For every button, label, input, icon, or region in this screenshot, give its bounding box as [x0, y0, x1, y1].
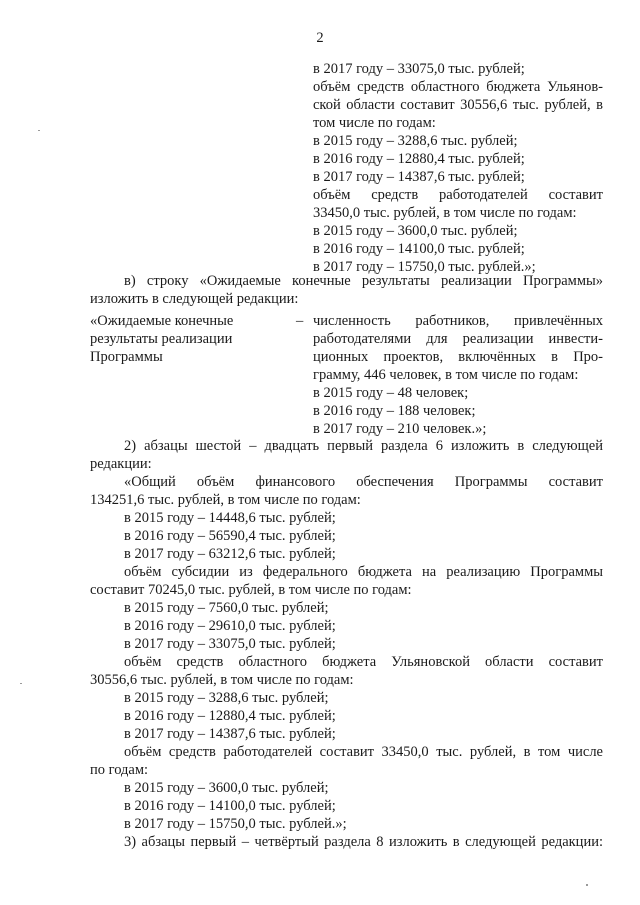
para-v-line-2: изложить в следующей редакции:	[90, 291, 299, 307]
section6-line-15: в 2017 году – 14387,6 тыс. рублей;	[124, 726, 336, 742]
results-label-line-1: «Ожидаемые конечные	[90, 313, 234, 329]
results-label-line-2: результаты реализации	[90, 331, 233, 347]
top-line-3: ской области составит 30556,6 тыс. рублей, в	[313, 97, 603, 113]
section6-line-12: 30556,6 тыс. рублей, в том числе по годам:	[90, 672, 354, 688]
section6-line-19: в 2016 году – 14100,0 тыс. рублей;	[124, 798, 336, 814]
top-line-8: объём средств работодателей составит	[313, 187, 603, 203]
top-line-1: в 2017 году – 33075,0 тыс. рублей;	[313, 61, 525, 77]
scan-speck	[20, 683, 22, 684]
section6-line-8: в 2015 году – 7560,0 тыс. рублей;	[124, 600, 329, 616]
results-value-line-1: численность работников, привлечённых	[313, 313, 603, 329]
section6-line-17: по годам:	[90, 762, 149, 778]
top-line-6: в 2016 году – 12880,4 тыс. рублей;	[313, 151, 525, 167]
section6-line-6: объём субсидии из федерального бюджета на реализацию Программы	[124, 564, 603, 580]
section6-line-13: в 2015 году – 3288,6 тыс. рублей;	[124, 690, 329, 706]
scan-speck	[38, 130, 40, 131]
top-line-12: в 2017 году – 15750,0 тыс. рублей.»;	[313, 259, 536, 275]
results-dash: –	[296, 313, 304, 329]
para-2-line-2: редакции:	[90, 456, 152, 472]
results-value-line-5: в 2015 году – 48 человек;	[313, 385, 469, 401]
section6-line-2: 134251,6 тыс. рублей, в том числе по годам:	[90, 492, 361, 508]
results-label-line-3: Программы	[90, 349, 163, 365]
results-value-line-7: в 2017 году – 210 человек.»;	[313, 421, 487, 437]
section6-line-4: в 2016 году – 56590,4 тыс. рублей;	[124, 528, 336, 544]
top-line-5: в 2015 году – 3288,6 тыс. рублей;	[313, 133, 518, 149]
top-line-2: объём средств областного бюджета Ульянов-	[313, 79, 603, 95]
page-number: 2	[316, 30, 324, 46]
scan-speck	[586, 884, 588, 886]
section6-line-10: в 2017 году – 33075,0 тыс. рублей;	[124, 636, 336, 652]
top-line-4: том числе по годам:	[313, 115, 436, 131]
para-3-line: 3) абзацы первый – четвёртый раздела 8 изложить в следующей редакции:	[124, 834, 603, 850]
top-line-7: в 2017 году – 14387,6 тыс. рублей;	[313, 169, 525, 185]
section6-line-1: «Общий объём финансового обеспечения Программы составит	[124, 474, 603, 490]
section6-line-5: в 2017 году – 63212,6 тыс. рублей;	[124, 546, 336, 562]
section6-line-18: в 2015 году – 3600,0 тыс. рублей;	[124, 780, 329, 796]
results-value-line-3: ционных проектов, включённых в Про-	[313, 349, 603, 365]
section6-line-3: в 2015 году – 14448,6 тыс. рублей;	[124, 510, 336, 526]
top-line-9: 33450,0 тыс. рублей, в том числе по годам:	[313, 205, 577, 221]
section6-line-14: в 2016 году – 12880,4 тыс. рублей;	[124, 708, 336, 724]
section6-line-7: составит 70245,0 тыс. рублей, в том числе по годам:	[90, 582, 412, 598]
section6-line-11: объём средств областного бюджета Ульяновской области составит	[124, 654, 603, 670]
results-value-line-6: в 2016 году – 188 человек;	[313, 403, 476, 419]
section6-line-9: в 2016 году – 29610,0 тыс. рублей;	[124, 618, 336, 634]
results-value-line-4: грамму, 446 человек, в том числе по годам:	[313, 367, 579, 383]
para-2-line-1: 2) абзацы шестой – двадцать первый раздела 6 изложить в следующей	[124, 438, 603, 454]
section6-line-16: объём средств работодателей составит 33450,0 тыс. рублей, в том числе	[124, 744, 603, 760]
section6-line-20: в 2017 году – 15750,0 тыс. рублей.»;	[124, 816, 347, 832]
top-line-10: в 2015 году – 3600,0 тыс. рублей;	[313, 223, 518, 239]
para-v-line-1: в) строку «Ожидаемые конечные результаты реализации Программы»	[124, 273, 603, 289]
results-value-line-2: работодателями для реализации инвести-	[313, 331, 603, 347]
top-line-11: в 2016 году – 14100,0 тыс. рублей;	[313, 241, 525, 257]
